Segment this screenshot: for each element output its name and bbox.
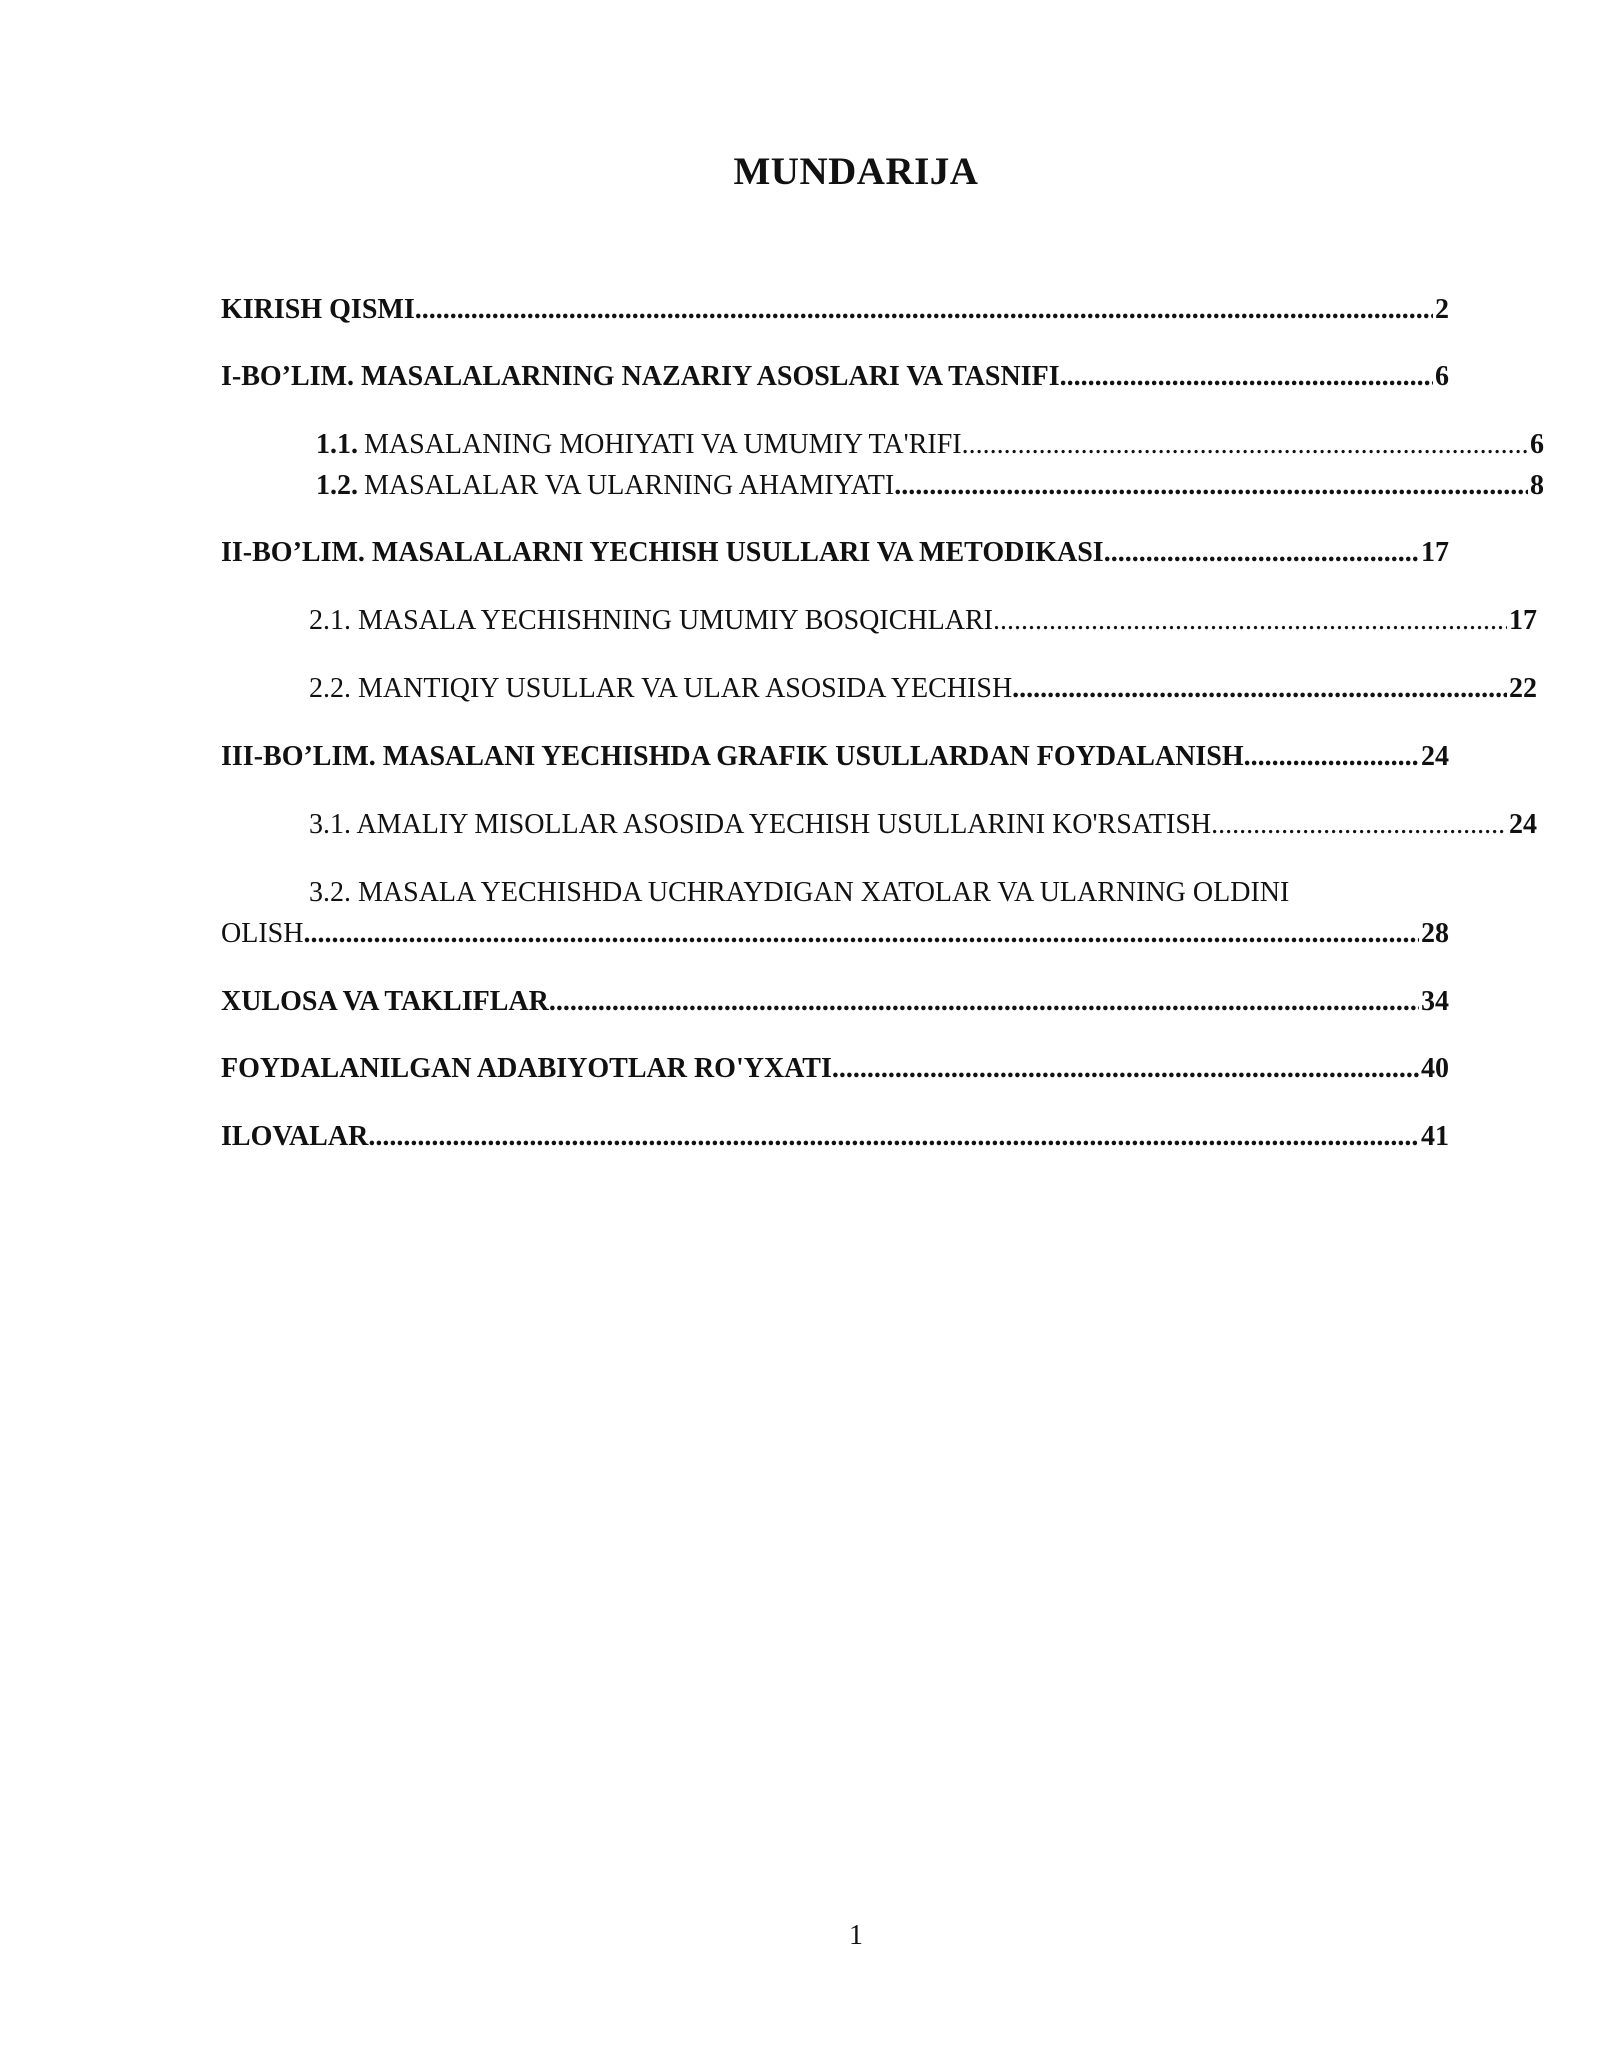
toc-entry-page: 6 [1435, 361, 1449, 392]
dot-leader [368, 1117, 1419, 1157]
toc-entry-label: FOYDALANILGAN ADABIYOTLAR RO'YXATI [221, 1053, 832, 1084]
toc-entry-conclusion[interactable] [221, 982, 1449, 1022]
toc-entry-label: XULOSA VA TAKLIFLAR [221, 986, 549, 1017]
toc-entry-page: 6 [1530, 429, 1544, 460]
toc-entry-page: 40 [1421, 1053, 1449, 1084]
toc-entry-section-3-2-line-1[interactable]: 3.2. MASALA YECHISHDA UCHRAYDIGAN XATOLAR VA ULARNING OLDINI [309, 877, 1290, 908]
dot-leader [303, 914, 1419, 954]
toc-entry-page: 22 [1509, 673, 1537, 704]
toc-entry-page: 41 [1421, 1121, 1449, 1152]
dot-leader [1012, 669, 1507, 709]
page-number: 1 [849, 1920, 863, 1951]
toc-entry-label: MASALANING MOHIYATI VA UMUMIY TA'RIFI [364, 429, 962, 460]
toc-entry-label: 3.1. AMALIY MISOLLAR ASOSIDA YECHISH USULLARINI KO'RSATISH [309, 809, 1212, 840]
dot-leader [962, 425, 1528, 465]
toc-entry-label: OLISH [221, 918, 304, 949]
dot-leader [1104, 533, 1419, 573]
toc-entry-references[interactable] [221, 1049, 1449, 1089]
toc-entry-page: 17 [1509, 605, 1537, 636]
toc-entry-section-3-1[interactable] [221, 805, 1537, 845]
toc-entry-section-1-2[interactable] [221, 466, 1544, 506]
toc-entry-section-1-1[interactable] [221, 425, 1544, 465]
dot-leader [993, 601, 1507, 641]
dot-leader [1211, 805, 1507, 845]
toc-entry-label: II-BO’LIM. MASALALARNI YECHISH USULLARI VA METODIKASI [221, 537, 1104, 568]
toc-entry-section-2-1[interactable] [221, 601, 1537, 641]
toc-entry-page: 28 [1421, 918, 1449, 949]
toc-entry-page: 2 [1435, 294, 1449, 325]
toc-entry-part-3[interactable] [221, 737, 1449, 777]
toc-entry-page: 24 [1421, 741, 1449, 772]
dot-leader [1060, 357, 1433, 397]
toc-entry-label: III-BO’LIM. MASALANI YECHISHDA GRAFIK USULLARDAN FOYDALANISH [221, 741, 1244, 772]
toc-entry-page: 34 [1421, 986, 1449, 1017]
toc-entry-appendices[interactable] [221, 1117, 1449, 1157]
toc-entry-label: ILOVALAR [221, 1121, 369, 1152]
toc-entry-part-2[interactable] [221, 533, 1449, 573]
dot-leader [894, 466, 1528, 506]
toc-entry-label: MASALALAR VA ULARNING AHAMIYATI [364, 470, 895, 501]
toc-entry-page: 24 [1509, 809, 1537, 840]
toc-entry-section-3-2[interactable] [221, 914, 1449, 954]
toc-entry-label: KIRISH QISMI [221, 294, 415, 325]
toc-entry-section-2-2[interactable] [221, 669, 1537, 709]
dot-leader [549, 982, 1419, 1022]
dot-leader [1244, 737, 1419, 777]
toc-entry-label: 2.1. MASALA YECHISHNING UMUMIY BOSQICHLARI [309, 605, 993, 636]
toc-entry-number: 1.1. [316, 429, 358, 460]
toc-entry-label: I-BO’LIM. MASALALARNING NAZARIY ASOSLARI VA TASNIFI [221, 361, 1060, 392]
toc-entry-page: 17 [1421, 537, 1449, 568]
toc-entry-number: 1.2. [316, 470, 358, 501]
toc-entry-label: 2.2. MANTIQIY USULLAR VA ULAR ASOSIDA YECHISH [309, 673, 1013, 704]
page-title: MUNDARIJA [733, 150, 979, 193]
toc-entry-page: 8 [1530, 470, 1544, 501]
dot-leader [415, 290, 1433, 330]
toc-entry-intro[interactable] [221, 290, 1449, 330]
toc-entry-part-1[interactable] [221, 357, 1449, 397]
dot-leader [832, 1049, 1419, 1089]
